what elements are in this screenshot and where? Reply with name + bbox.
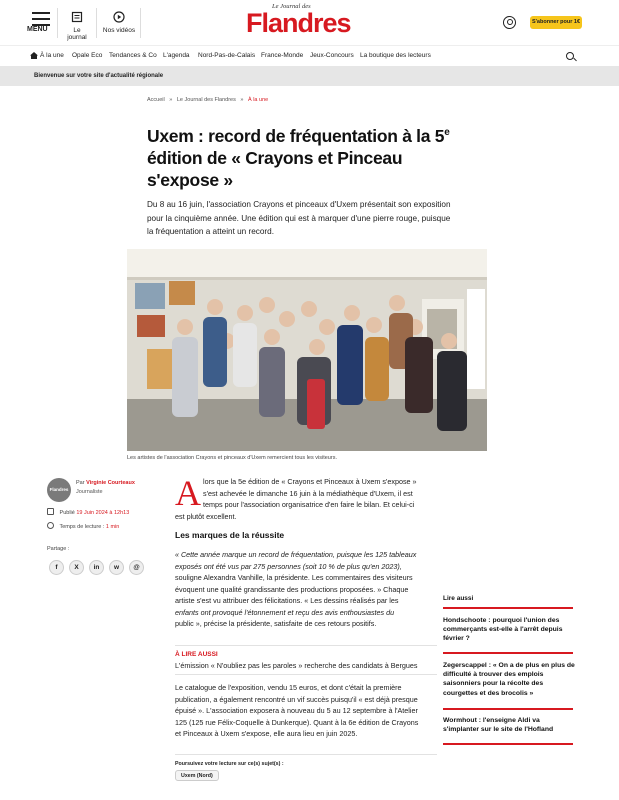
- nav-item-france-monde[interactable]: France-Monde: [261, 52, 304, 59]
- nav-item-nord-pas-de-calais[interactable]: Nord-Pas-de-Calais: [198, 52, 256, 59]
- email-share-button[interactable]: @: [129, 560, 144, 575]
- published-date: 19 Juin 2024 à 12h13: [76, 510, 130, 516]
- search-icon[interactable]: [566, 52, 574, 60]
- nav-item-opale-eco[interactable]: Opale Eco: [72, 52, 103, 59]
- published-line: [47, 508, 129, 516]
- home-icon: [30, 52, 38, 59]
- breadcrumb-separator: »: [169, 97, 173, 103]
- sidebar-article-link[interactable]: Zegerscappel : « On a de plus en plus de difficulté à trouver des emplois saisonniers pour la récolte des courgettes et des brocolis »: [443, 662, 575, 697]
- user-icon[interactable]: [503, 16, 516, 29]
- article-chapeau: Du 8 au 16 juin, l'association Crayons et pinceaux d'Uxem présentait son exposition pour la cinquième année. Une édition qui est à marquer d'une pierre rouge, puisque la fréquentation a atteint un record.: [147, 200, 451, 236]
- article-photo[interactable]: [127, 249, 487, 451]
- paragraph-line: évoquent une qualité grandissante des productions proposées. » Chaque: [175, 584, 409, 594]
- reading-prefix: Temps de lecture :: [59, 524, 105, 530]
- article-title: [147, 122, 477, 191]
- paragraph-line: 125 (125 rue Félix-Coquelle à Dunkerque). Quant à la 6e édition de Crayons: [175, 717, 419, 727]
- journal-link[interactable]: [64, 11, 90, 41]
- welcome-banner: [0, 66, 619, 86]
- logo-text: Flandres: [246, 8, 351, 38]
- play-icon: [113, 11, 125, 23]
- dropcap: A: [175, 473, 201, 513]
- paragraph-line: s'est achevée le dimanche 16 juin à la médiathèque d'Uxem, il est: [203, 488, 413, 498]
- paragraph-line: publication, a également rencontré un vif succès puisqu'il « est déjà presque: [175, 694, 418, 704]
- nav-item-tendances[interactable]: Tendances & Co: [109, 52, 157, 59]
- linkedin-share-button[interactable]: in: [89, 560, 104, 575]
- paragraph-line: épuisé ». L'association exposera à nouveau du 5 au 12 septembre à l'Atelier: [175, 706, 418, 715]
- nav-item-agenda[interactable]: L'agenda: [163, 52, 190, 59]
- newspaper-icon: [71, 11, 83, 23]
- journal-label: Le journal: [67, 27, 87, 41]
- paragraph-line: artiste s'est vu attribuer des félicitations. « Les dessins réalisés par les: [175, 596, 399, 605]
- article-paragraph-2: [175, 549, 437, 630]
- read-also-label: À LIRE AUSSI: [175, 651, 218, 658]
- reading-time-line: [47, 522, 119, 530]
- facebook-share-button[interactable]: f: [49, 560, 64, 575]
- sidebar-divider: [443, 708, 573, 710]
- paragraph-line: Le catalogue de l'exposition, vendu 15 euros, et dont c'était la première: [175, 683, 402, 692]
- header-divider: [96, 8, 97, 38]
- author-name[interactable]: Virginie Courteaux: [86, 480, 135, 486]
- article-paragraph-3: [175, 682, 437, 740]
- title-part2: édition de « Crayons et Pinceau s'expose »: [147, 147, 403, 190]
- article-paragraph-1: [175, 473, 437, 522]
- logo-top: Le Journal des: [272, 3, 311, 10]
- sidebar-divider: [443, 607, 573, 609]
- photo-caption: Les artistes de l'association Crayons et pinceaux d'Uxem remercient tous les visiteurs.: [127, 455, 337, 461]
- divider: [175, 674, 437, 675]
- breadcrumb-home[interactable]: Accueil: [147, 97, 165, 103]
- author-avatar[interactable]: Flandres: [47, 478, 71, 502]
- videos-link[interactable]: [102, 11, 136, 34]
- author-role: Journaliste: [76, 489, 103, 495]
- paragraph-line: souligne Alexandra Vanhille, la présidente. Les commentaires des visiteurs: [175, 573, 413, 582]
- calendar-icon: [47, 508, 54, 515]
- group-photo-image: [127, 249, 487, 451]
- nav-item-a-la-une[interactable]: À la une: [40, 52, 64, 59]
- breadcrumb-current[interactable]: À la une: [248, 97, 269, 103]
- breadcrumb-journal[interactable]: Le Journal des Flandres: [176, 97, 236, 103]
- sidebar-article-link[interactable]: Wormhout : l'enseigne Aldi va s'implanter sur le site de l'Hofland: [443, 717, 554, 734]
- subscribe-button[interactable]: S'abonner pour 1€: [530, 16, 582, 29]
- divider: [175, 754, 437, 755]
- sidebar-article-link[interactable]: Hondschoote : pourquoi l'union des commerçants est-elle à l'arrêt depuis février ?: [443, 617, 563, 643]
- clock-icon: [47, 522, 54, 529]
- menu-icon: [30, 12, 52, 26]
- article-subheading: Les marques de la réussite: [175, 530, 285, 540]
- topic-tag[interactable]: Uxem (Nord): [175, 770, 219, 781]
- paragraph-line: enfants ont provoqué l'étonnement et reçu des avis enthousiastes du: [175, 607, 395, 617]
- whatsapp-share-button[interactable]: w: [109, 560, 124, 575]
- menu-label: MENU: [27, 26, 48, 33]
- nav-item-boutique[interactable]: La boutique des lecteurs: [360, 52, 431, 59]
- sidebar-divider: [443, 652, 573, 654]
- divider: [175, 645, 437, 646]
- title-part1: Uxem : record de fréquentation à la 5: [147, 125, 445, 146]
- header-divider: [140, 8, 141, 38]
- title-superscript: e: [444, 127, 450, 138]
- videos-label: Nos vidéos: [102, 27, 136, 34]
- breadcrumb: [147, 97, 268, 103]
- author-byline: [76, 480, 135, 486]
- share-label: Partage :: [47, 546, 70, 552]
- site-logo[interactable]: [246, 3, 350, 41]
- paragraph-line: et Pinceaux à Uxem s'expose, elle aura lieu en juin 2025.: [175, 729, 358, 738]
- paragraph-line: « Cette année marque un record de fréquentation, puisque les 125 tableaux: [175, 550, 417, 559]
- nav-item-jeux-concours[interactable]: Jeux-Concours: [310, 52, 354, 59]
- x-share-button[interactable]: X: [69, 560, 84, 575]
- paragraph-line: public », précise la présidente, satisfaite de ces retours positifs.: [175, 619, 377, 628]
- reading-time: 1 min: [105, 524, 120, 530]
- main-nav: [0, 45, 619, 65]
- author-prefix: Par: [76, 480, 85, 486]
- sidebar-divider: [443, 743, 573, 745]
- banner-text: Bienvenue sur votre site d'actualité régionale: [34, 73, 164, 79]
- breadcrumb-separator: »: [240, 97, 244, 103]
- paragraph-line: temps pour l'association organisatrice d'en faire le bilan. Et celui-ci: [203, 500, 415, 509]
- tags-label: Poursuivez votre lecture sur ce(s) sujet(s) :: [175, 761, 284, 767]
- paragraph-line: est plutôt excellent.: [175, 511, 237, 521]
- paragraph-line: lors que la 5e édition de « Crayons et Pinceaux à Uxem s'expose »: [203, 477, 417, 486]
- sidebar-title: Lire aussi: [443, 595, 474, 602]
- published-prefix: Publié: [59, 510, 75, 516]
- paragraph-line: exposés ont été vus par 275 personnes (soit 10 % de plus qu'en 2023),: [175, 561, 402, 571]
- read-also-link[interactable]: L'émission « N'oubliez pas les paroles » recherche des candidats à Bergues: [175, 661, 418, 670]
- header-divider: [57, 8, 58, 38]
